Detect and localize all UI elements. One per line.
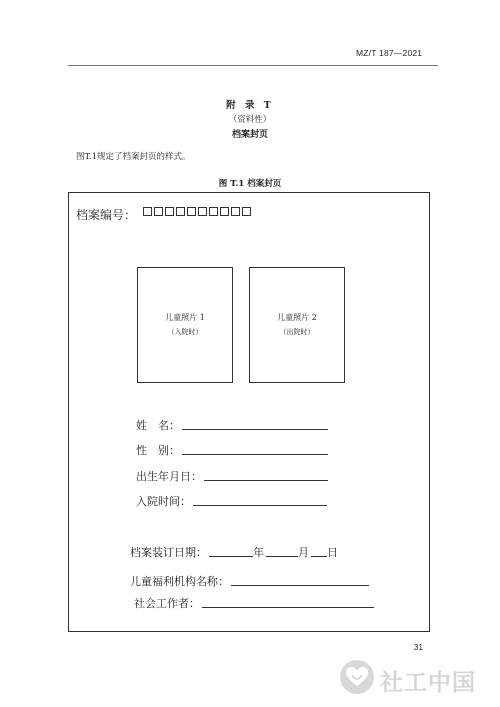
birth-field xyxy=(136,468,328,484)
social-worker-line xyxy=(202,606,374,608)
name-label: 姓 名： xyxy=(136,419,180,432)
admission-field xyxy=(136,493,327,509)
admission-label: 入院时间： xyxy=(136,495,191,508)
day-label: 日 xyxy=(327,546,338,559)
archive-number-label: 档案编号： xyxy=(76,208,137,222)
photo-note: （出院时） xyxy=(279,328,315,336)
social-worker-field xyxy=(134,595,374,611)
photo-note: （入院时） xyxy=(167,328,203,336)
institution-line xyxy=(231,584,369,586)
month-label: 月 xyxy=(298,546,309,559)
digit-box xyxy=(209,207,218,216)
digit-box xyxy=(165,207,174,216)
watermark-text: 社工中国 xyxy=(380,670,476,696)
admission-line xyxy=(193,504,327,506)
photo-box-admission xyxy=(137,267,233,383)
appendix-title: 附 录 T xyxy=(226,100,274,111)
year-line xyxy=(209,555,253,557)
header-rule xyxy=(68,65,438,66)
digit-box xyxy=(143,207,152,216)
heart-hands-logo-icon xyxy=(340,660,374,694)
institution-field xyxy=(130,573,369,589)
birth-label: 出生年月日： xyxy=(136,470,202,483)
gender-label: 性 别： xyxy=(136,444,180,457)
digit-box xyxy=(154,207,163,216)
birth-line xyxy=(204,479,328,481)
day-line xyxy=(311,555,327,557)
institution-label: 儿童福利机构名称： xyxy=(130,575,229,588)
year-label: 年 xyxy=(253,546,264,559)
binding-label: 档案装订日期： xyxy=(130,546,207,559)
name-field xyxy=(136,417,328,433)
month-line xyxy=(266,555,298,557)
appendix-name: 档案封页 xyxy=(231,130,268,140)
page-number: 31 xyxy=(414,643,423,652)
archive-number-boxes xyxy=(143,207,251,216)
binding-date-field xyxy=(130,544,338,560)
gender-field xyxy=(136,442,328,458)
figure-caption: 图 T.1 档案封页 xyxy=(218,179,282,189)
digit-box xyxy=(220,207,229,216)
intro-text: 图T.1规定了档案封页的样式。 xyxy=(76,152,191,162)
digit-box xyxy=(176,207,185,216)
digit-box xyxy=(231,207,240,216)
social-worker-label: 社会工作者： xyxy=(134,597,200,610)
digit-box xyxy=(187,207,196,216)
digit-box xyxy=(242,207,251,216)
standard-code: MZ/T 187—2021 xyxy=(356,48,423,58)
photo-box-discharge xyxy=(249,267,345,383)
photo-title: 儿童照片 1 xyxy=(165,313,205,322)
gender-line xyxy=(182,453,328,455)
cover-frame xyxy=(68,192,430,632)
photo-title: 儿童照片 2 xyxy=(277,313,317,322)
appendix-nature: （资料性） xyxy=(228,115,272,125)
digit-box xyxy=(198,207,207,216)
name-line xyxy=(182,428,328,430)
